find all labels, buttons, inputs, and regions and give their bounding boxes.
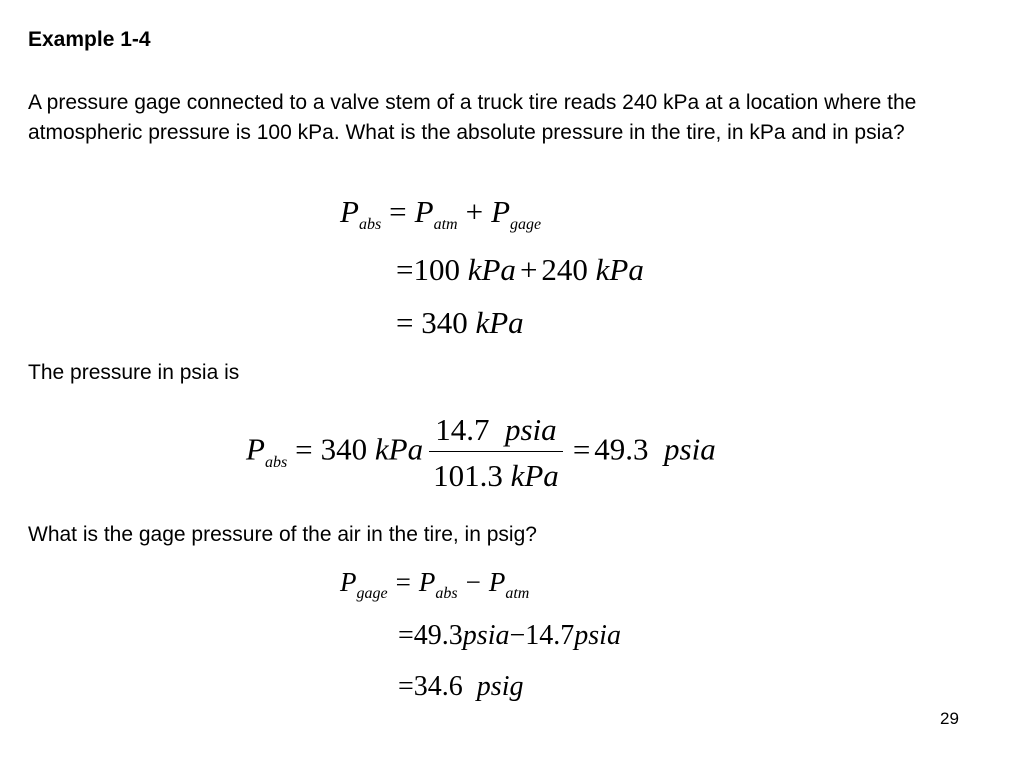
equation-gage-pressure-sub: =49.3psia−14.7psia [398,620,621,651]
equation-gage-pressure-def: $P_{gage} = P_{abs} - P_{atm}$ [340,567,530,603]
equation-abs-pressure-sum: =100 kPa + 240 kPa [396,252,644,287]
gage-question-text: What is the gage pressure of the air in the tire, in psig? [28,523,537,546]
psia-intro-text: The pressure in psia is [28,361,240,384]
equation-abs-pressure-result: = 340 kPa [396,305,524,340]
equation-psia-conversion: $P_{abs} = 340$ kPa $\frac{\text{14.7 psia}}{\text{101.3 kPa}}$ = 49.3 psia [246,412,716,493]
slide-title: Example 1-4 [28,28,151,51]
equation-gage-pressure-result: =34.6 psig [398,671,524,702]
equation-abs-pressure-def: $P_{abs} = P_{atm} + P_{gage}$ [340,194,542,234]
conversion-fraction: $\frac{\text{14.7 psia}}{\text{101.3 kPa}}$ [429,414,563,491]
problem-statement: A pressure gage connected to a valve stem of a truck tire reads 240 kPa at a location where the atmospheric pressure is 100 kPa. What is the absolute pressure in the tire, in kPa and in psia? [28,91,917,144]
page-number: 29 [940,709,959,728]
